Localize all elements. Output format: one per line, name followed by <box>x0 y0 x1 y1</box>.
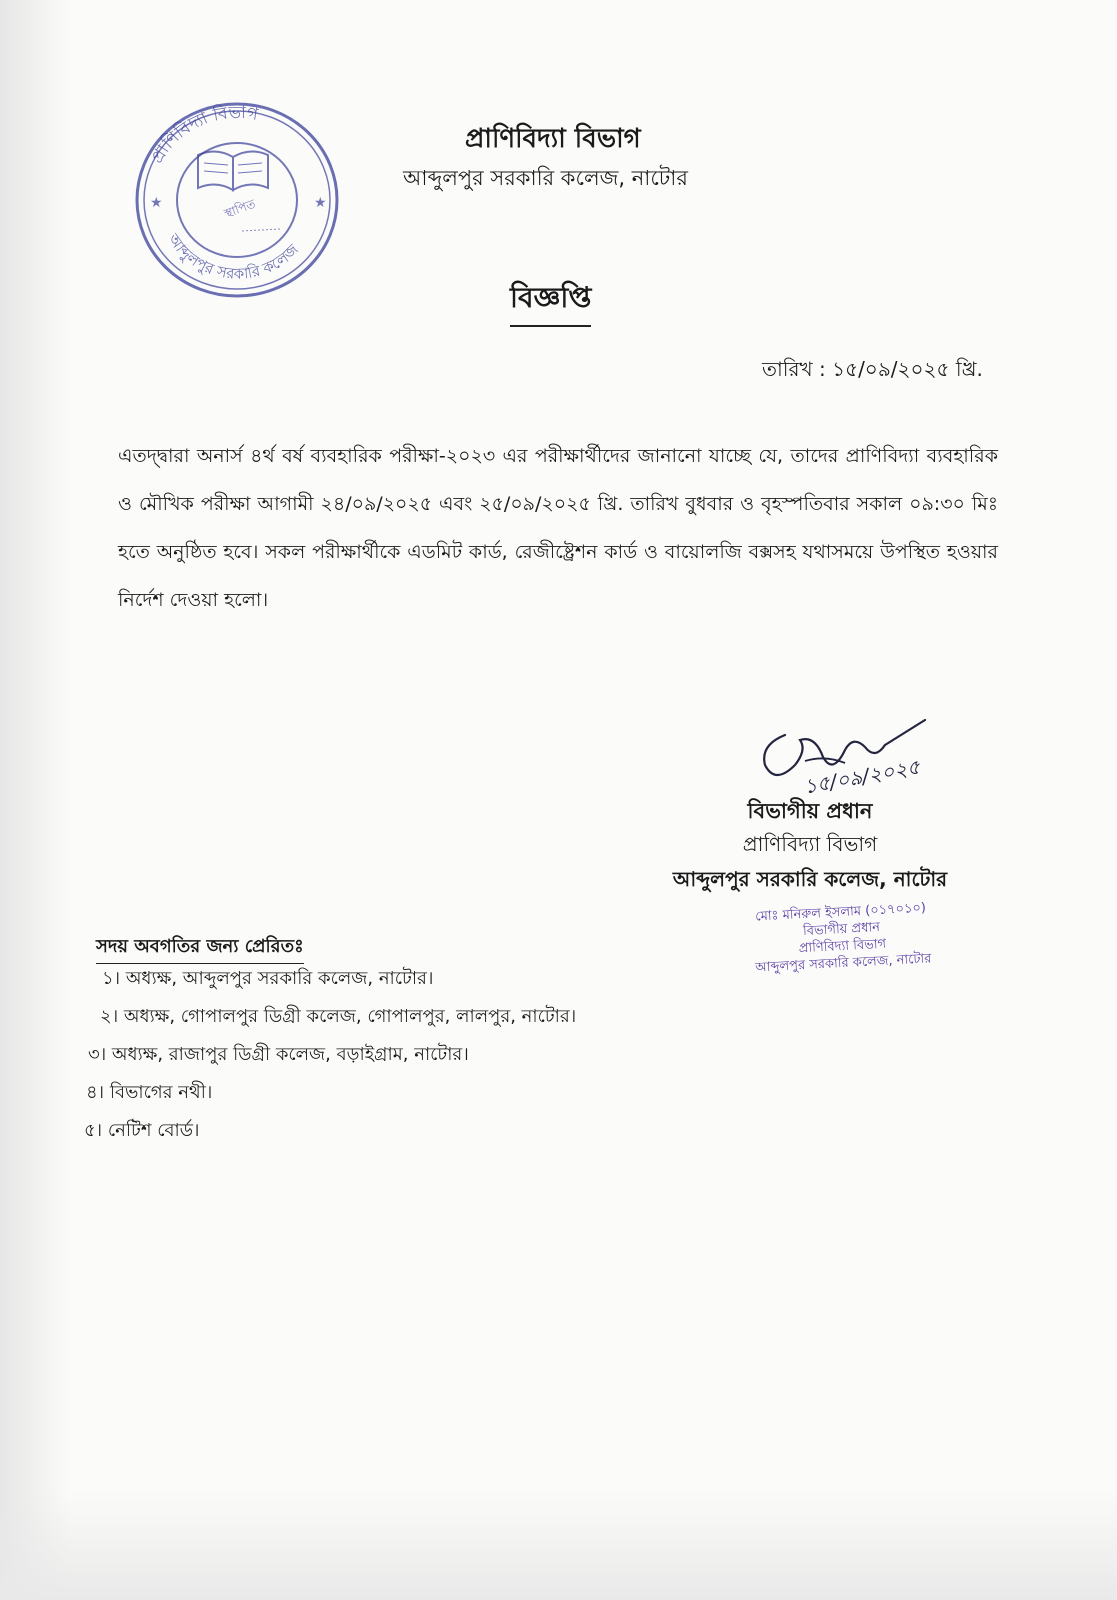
department-heading: প্রাণিবিদ্যা বিভাগ <box>465 124 641 154</box>
cc-heading: সদয় অবগতির জন্য প্রেরিতঃ <box>96 932 304 964</box>
signature-date: ১৫/০৯/২০২৫ <box>802 754 922 799</box>
cc-item: ২। অধ্যক্ষ, গোপালপুর ডিগ্রী কলেজ, গোপালপুর, লালপুর, নাটোর। <box>100 1006 577 1027</box>
name-stamp <box>726 898 957 978</box>
seal-dotted-line <box>242 229 280 231</box>
cc-list <box>82 960 702 1150</box>
page-bottom-shadow <box>0 1490 1117 1600</box>
cc-item: ৩। অধ্যক্ষ, রাজাপুর ডিগ্রী কলেজ, বড়াইগ্রাম, নাটোর। <box>88 1044 469 1065</box>
signatory-block <box>660 795 960 897</box>
handwritten-signature <box>745 705 965 800</box>
department-seal <box>130 95 345 305</box>
stamp-role: বিভাগীয় প্রধান <box>802 920 881 940</box>
cc-item: ১। অধ্যক্ষ, আব্দুলপুর সরকারি কলেজ, নাটোর। <box>102 968 434 989</box>
cc-item: ৪। বিভাগের নথী। <box>86 1082 213 1103</box>
notice-title: বিজ্ঞপ্তি <box>510 276 591 327</box>
cc-item: ৫। নেটিশ বোর্ড। <box>84 1120 200 1141</box>
stamp-name: মোঃ মনিরুল ইসলাম (০১৭০১০) <box>754 900 927 925</box>
notice-body: এতদ্দ্বারা অনার্স ৪র্থ বর্ষ ব্যবহারিক পরীক্ষা-২০২৩ এর পরীক্ষার্থীদের জানানো যাচ্ছে যে, তাদের প্রাণিবিদ্যা ব্যবহারিক ও মৌখিক পরীক্ষা আগামী ২৪/০৯/২০২৫ এবং ২৫/০৯/২০২৫ খ্রি. তারিখ বুধবার ও বৃহস্পতিবার সকাল ০৯:৩০ মিঃ হতে অনুষ্ঠিত হবে। সকল পরীক্ষার্থীকে এডমিট কার্ড, রেজীষ্ট্রেশন কার্ড ও বায়োলজি বক্সসহ যথাসময়ে উপস্থিত হওয়ার নির্দেশ দেওয়া হলো। <box>118 445 998 611</box>
seal-bottom-text: আব্দুলপুর সরকারি কলেজ <box>164 230 302 283</box>
signatory-department: প্রাণিবিদ্যা বিভাগ <box>742 832 878 856</box>
stamp-department: প্রাণিবিদ্যা বিভাগ <box>798 936 887 957</box>
seal-book-icon <box>198 151 268 190</box>
page-edge-shadow <box>0 0 70 1600</box>
seal-top-text: প্রাণিবিদ্যা বিভাগ <box>147 102 260 168</box>
seal-star-right: ★ <box>314 195 327 211</box>
seal-center-text: স্থাপিত <box>222 196 258 221</box>
notice-date: তারিখ : ১৫/০৯/২০২৫ খ্রি. <box>762 357 983 381</box>
college-heading: আব্দুলপুর সরকারি কলেজ, নাটোর <box>403 166 688 190</box>
stamp-college: আব্দুলপুর সরকারি কলেজ, নাটোর <box>754 951 932 976</box>
signatory-college: আব্দুলপুর সরকারি কলেজ, নাটোর <box>672 867 948 891</box>
signatory-role: বিভাগীয় প্রধান <box>747 799 873 823</box>
seal-star-left: ★ <box>150 195 163 211</box>
